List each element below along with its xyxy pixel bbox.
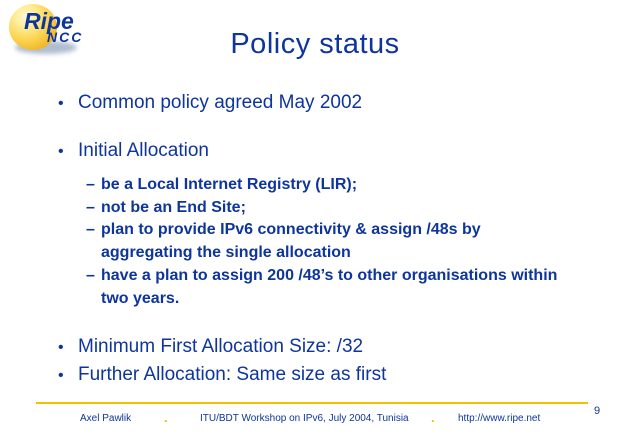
bullet-text: Initial Allocation — [78, 140, 209, 161]
bullet-dot: • — [58, 367, 64, 384]
dash-marker: – — [86, 221, 95, 238]
page-number: 9 — [594, 405, 601, 417]
bullet-text: Common policy agreed May 2002 — [78, 92, 363, 113]
bullet-dot: • — [58, 95, 64, 112]
sub-bullet-item — [86, 264, 572, 310]
bullet-item — [58, 364, 386, 385]
bullet-text: Further Allocation: Same size as first — [78, 364, 387, 385]
sub-bullet-text: have a plan to assign 200 /48’s to other organisations within two years. — [101, 267, 558, 307]
logo-text-ncc: NCC — [47, 29, 84, 45]
sub-bullet-text: plan to provide IPv6 connectivity & assign /48s by aggregating the single allocation — [101, 221, 481, 261]
bullet-item — [58, 92, 362, 113]
footer-rule — [36, 402, 588, 404]
bullet-text: Minimum First Allocation Size: /32 — [78, 336, 364, 357]
logo-text-ripe: Ripe — [24, 8, 74, 34]
sub-bullet-item — [86, 173, 572, 196]
footer-author: Axel Pawlik — [80, 413, 132, 424]
slide-title: Policy status — [230, 28, 400, 60]
bullet-item — [58, 336, 363, 357]
footer — [0, 410, 630, 429]
sub-bullet-item — [86, 218, 572, 264]
footer-separator-dot: . — [164, 410, 168, 425]
footer-event-title: ITU/BDT Workshop on IPv6, July 2004, Tunisia — [200, 413, 409, 424]
bullet-dot: • — [58, 143, 64, 160]
dash-marker: – — [86, 176, 95, 193]
dash-marker: – — [86, 267, 95, 284]
dash-marker: – — [86, 199, 95, 216]
bullet-item — [58, 140, 209, 161]
sub-bullet-text: not be an End Site; — [101, 199, 246, 216]
footer-separator-dot: . — [431, 410, 435, 425]
bullet-dot: • — [58, 339, 64, 356]
sub-bullet-text: be a Local Internet Registry (LIR); — [101, 176, 358, 193]
sub-bullet-item — [86, 196, 572, 219]
footer-url: http://www.ripe.net — [458, 413, 541, 424]
